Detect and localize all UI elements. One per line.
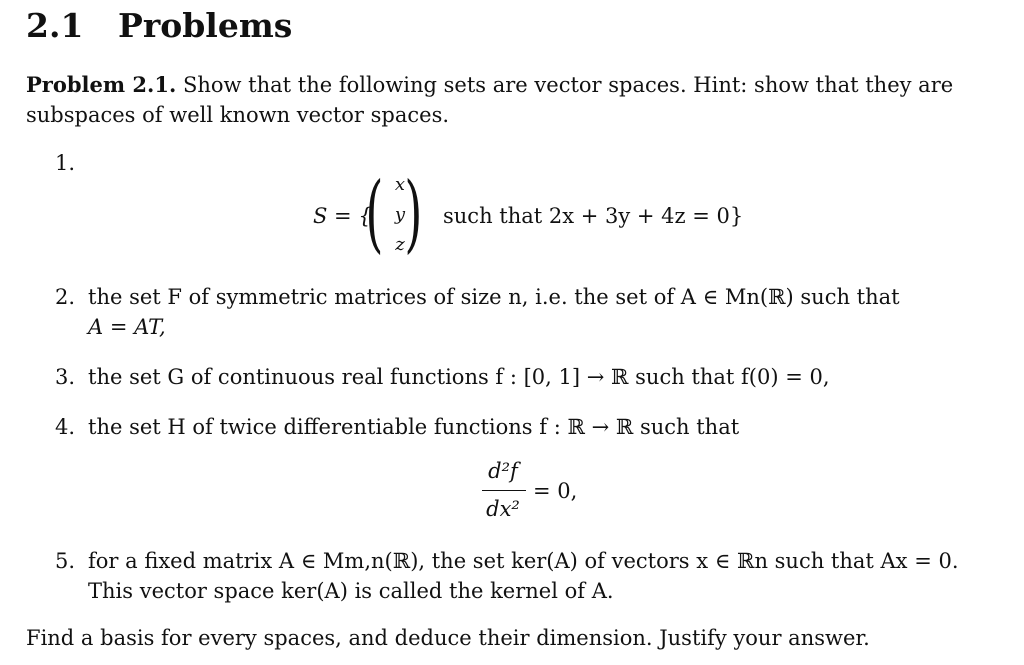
item-2-line1: the set F of symmetric matrices of size n, i.e. the set of A ∈ Mn(ℝ) such that bbox=[88, 285, 900, 309]
fraction-numerator: d²f bbox=[488, 459, 518, 483]
closing-instruction: Find a basis for every spaces, and deduce their dimension. Justify your answer. bbox=[26, 626, 870, 650]
item-3-text: the set G of continuous real functions f : [0, 1] → ℝ such that f(0) = 0, bbox=[88, 365, 830, 389]
item-1-lhs: S = { bbox=[313, 204, 372, 228]
fraction-rhs: = 0, bbox=[533, 479, 578, 503]
item-2-line2: A = AT, bbox=[88, 315, 166, 339]
problem-label: Problem 2.1. bbox=[26, 72, 177, 97]
item-3-number: 3. bbox=[55, 365, 76, 389]
vector-entry-y: y bbox=[394, 204, 406, 225]
problem-intro-line2: subspaces of well known vector spaces. bbox=[26, 103, 450, 127]
vector-entry-z: z bbox=[395, 234, 405, 255]
section-title: Problems bbox=[118, 6, 293, 45]
item-5-number: 5. bbox=[55, 549, 76, 573]
item-1-number: 1. bbox=[55, 151, 76, 175]
item-5-line1: for a fixed matrix A ∈ Mm,n(ℝ), the set ker(A) of vectors x ∈ ℝn such that Ax = 0. bbox=[88, 549, 959, 573]
problem-intro-text: Show that the following sets are vector spaces. Hint: show that they are bbox=[182, 73, 954, 97]
vector-entry-x: x bbox=[394, 174, 406, 195]
item-1-rhs: such that 2x + 3y + 4z = 0} bbox=[443, 204, 744, 228]
item-2-number: 2. bbox=[55, 285, 76, 309]
section-number: 2.1 bbox=[26, 6, 84, 45]
item-4-number: 4. bbox=[55, 415, 76, 439]
item-5-line2: This vector space ker(A) is called the kernel of A. bbox=[88, 579, 614, 603]
item-4-text: the set H of twice differentiable functions f : ℝ → ℝ such that bbox=[88, 415, 740, 439]
fraction-denominator: dx² bbox=[486, 497, 520, 521]
fraction-bar bbox=[482, 490, 526, 491]
vector-right-paren: ) bbox=[404, 164, 423, 262]
vector-left-paren: ( bbox=[365, 164, 384, 262]
problem-intro-line1 bbox=[26, 70, 953, 100]
